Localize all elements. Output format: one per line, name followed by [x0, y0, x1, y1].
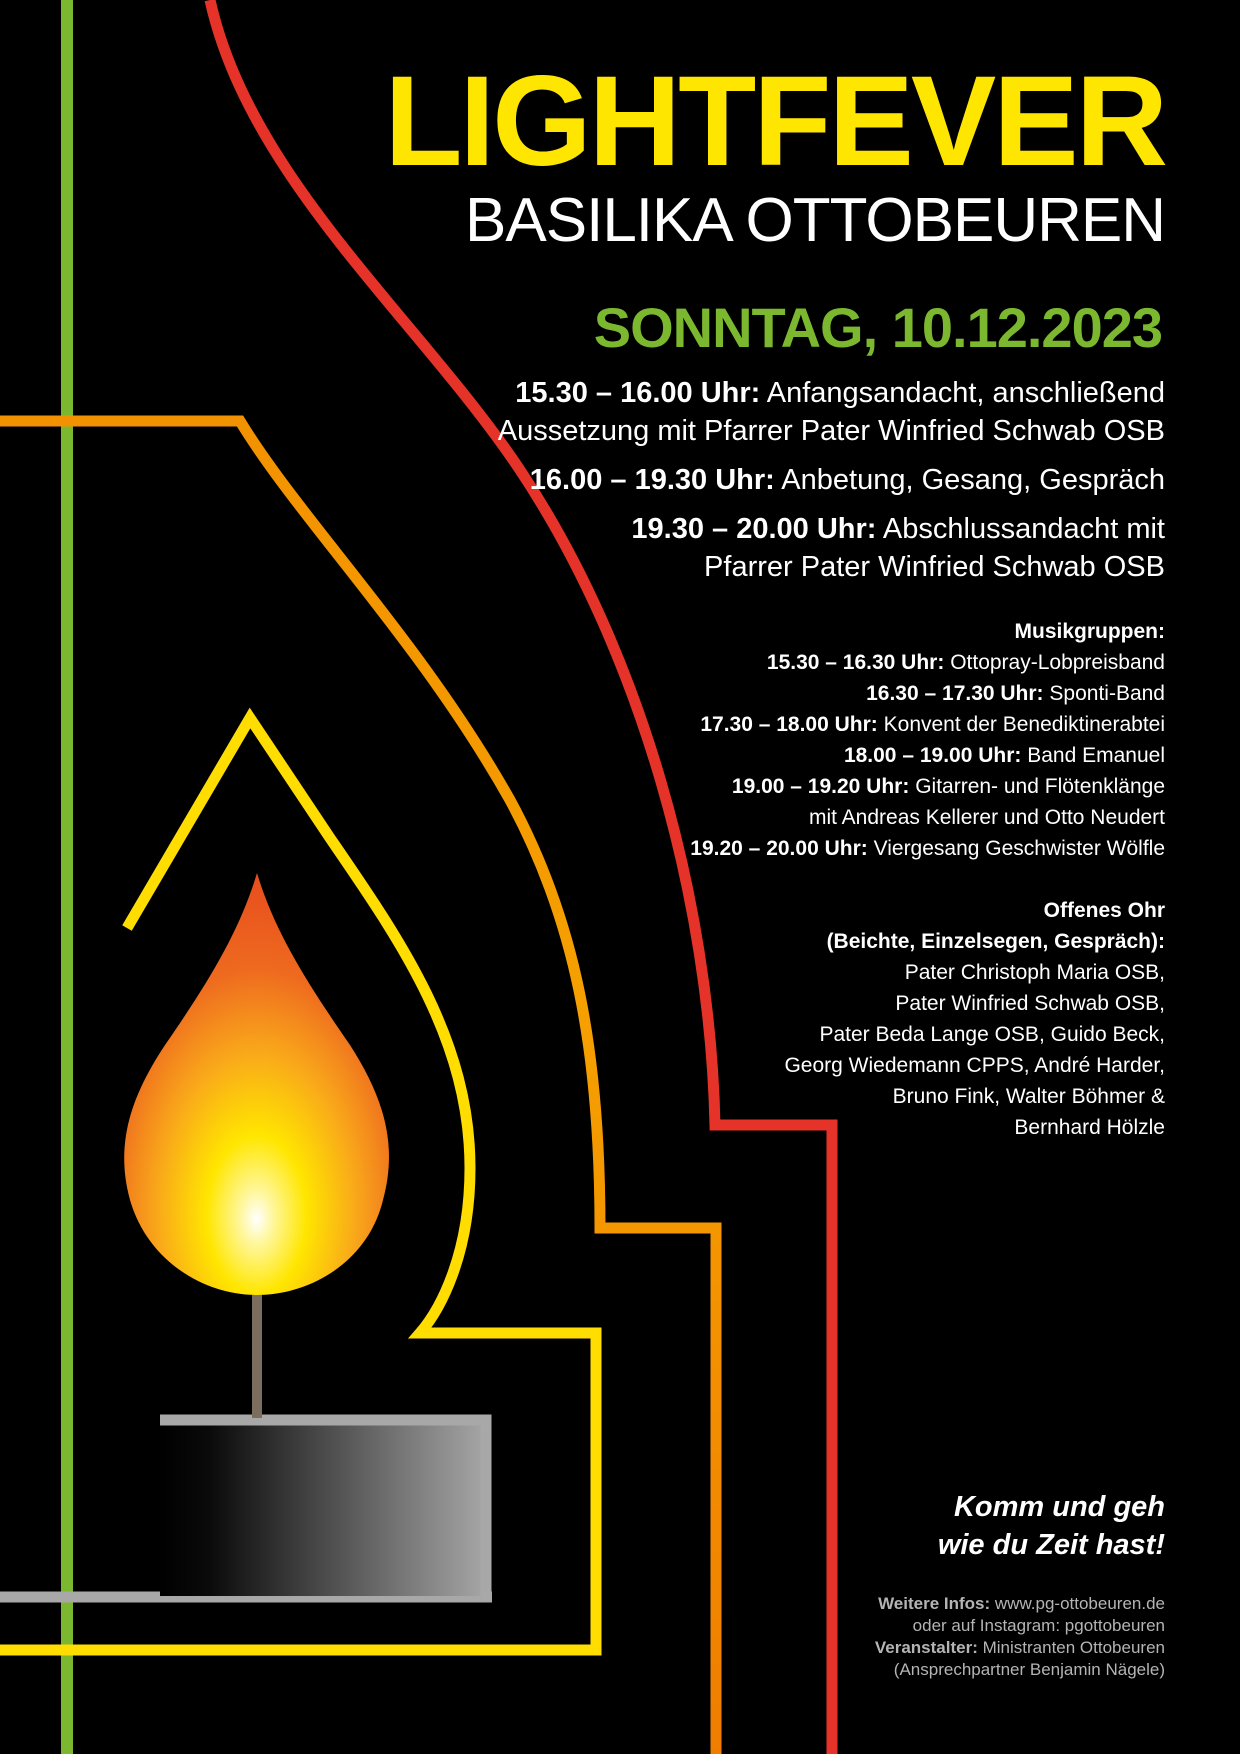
schedule-text: Abschlussandacht mit [882, 513, 1165, 545]
schedule-text-cont: Aussetzung mit Pfarrer Pater Winfried Schwab OSB [497, 415, 1165, 447]
music-heading: Musikgruppen: [1014, 620, 1165, 643]
organizer-value: Ministranten Ottobeuren [982, 1638, 1165, 1657]
ohr-line: Pater Beda Lange OSB, Guido Beck, [819, 1023, 1165, 1046]
info-label: Weitere Infos: [878, 1594, 991, 1613]
schedule-time: 15.30 – 16.00 Uhr: [515, 377, 761, 409]
schedule-item [530, 461, 1165, 499]
website-link[interactable]: www.pg-ottobeuren.de [994, 1594, 1165, 1613]
ohr-line: Bernhard Hölzle [1014, 1116, 1165, 1139]
music-item-cont: mit Andreas Kellerer und Otto Neudert [808, 806, 1165, 829]
music-item: 19.20 – 20.00 Uhr: Viergesang Geschwister Wölfle [690, 837, 1165, 860]
motto [938, 1488, 1165, 1564]
organizer-label: Veranstalter: [874, 1638, 978, 1657]
music-item: 19.00 – 19.20 Uhr: Gitarren- und Flötenklänge [731, 775, 1165, 798]
schedule-time: 19.30 – 20.00 Uhr: [631, 513, 877, 545]
motto-line: wie du Zeit hast! [937, 1529, 1165, 1561]
ohr-line: Bruno Fink, Walter Böhmer & [892, 1085, 1165, 1108]
contact-info: (Ansprechpartner Benjamin Nägele) [893, 1660, 1165, 1679]
motto-line: Komm und geh [953, 1491, 1165, 1523]
poster-title: LIGHTFEVER [384, 50, 1165, 193]
candle-flame [124, 873, 389, 1295]
info-block [875, 1593, 1165, 1681]
ohr-line: Pater Christoph Maria OSB, [904, 961, 1165, 984]
schedule-time: 16.00 – 19.30 Uhr: [529, 464, 775, 496]
schedule-item [498, 374, 1165, 450]
music-item: 18.00 – 19.00 Uhr: Band Emanuel [843, 744, 1165, 767]
instagram-info: oder auf Instagram: pgottobeuren [912, 1616, 1165, 1635]
schedule-item [631, 510, 1165, 586]
schedule-text: Anfangsandacht, anschließend [766, 377, 1165, 409]
poster-subtitle: BASILIKA OTTOBEUREN [465, 186, 1165, 255]
music-item: 16.30 – 17.30 Uhr: Sponti-Band [866, 682, 1165, 705]
candle-wick [252, 1295, 262, 1418]
offenes-ohr-section [784, 895, 1165, 1143]
music-item: 15.30 – 16.30 Uhr: Ottopray-Lobpreisband [766, 651, 1165, 674]
schedule-text: Anbetung, Gesang, Gespräch [781, 464, 1165, 496]
candle-body [160, 1418, 486, 1596]
music-item: 17.30 – 18.00 Uhr: Konvent der Benediktinerabtei [700, 713, 1165, 736]
ohr-line: Georg Wiedemann CPPS, André Harder, [784, 1054, 1165, 1077]
event-date: SONNTAG, 10.12.2023 [593, 296, 1162, 359]
schedule-text-cont: Pfarrer Pater Winfried Schwab OSB [704, 551, 1165, 583]
ohr-subheading: (Beichte, Einzelsegen, Gespräch): [826, 930, 1165, 953]
music-groups-section [690, 616, 1165, 864]
ohr-heading: Offenes Ohr [1043, 899, 1165, 922]
ohr-line: Pater Winfried Schwab OSB, [895, 992, 1165, 1015]
